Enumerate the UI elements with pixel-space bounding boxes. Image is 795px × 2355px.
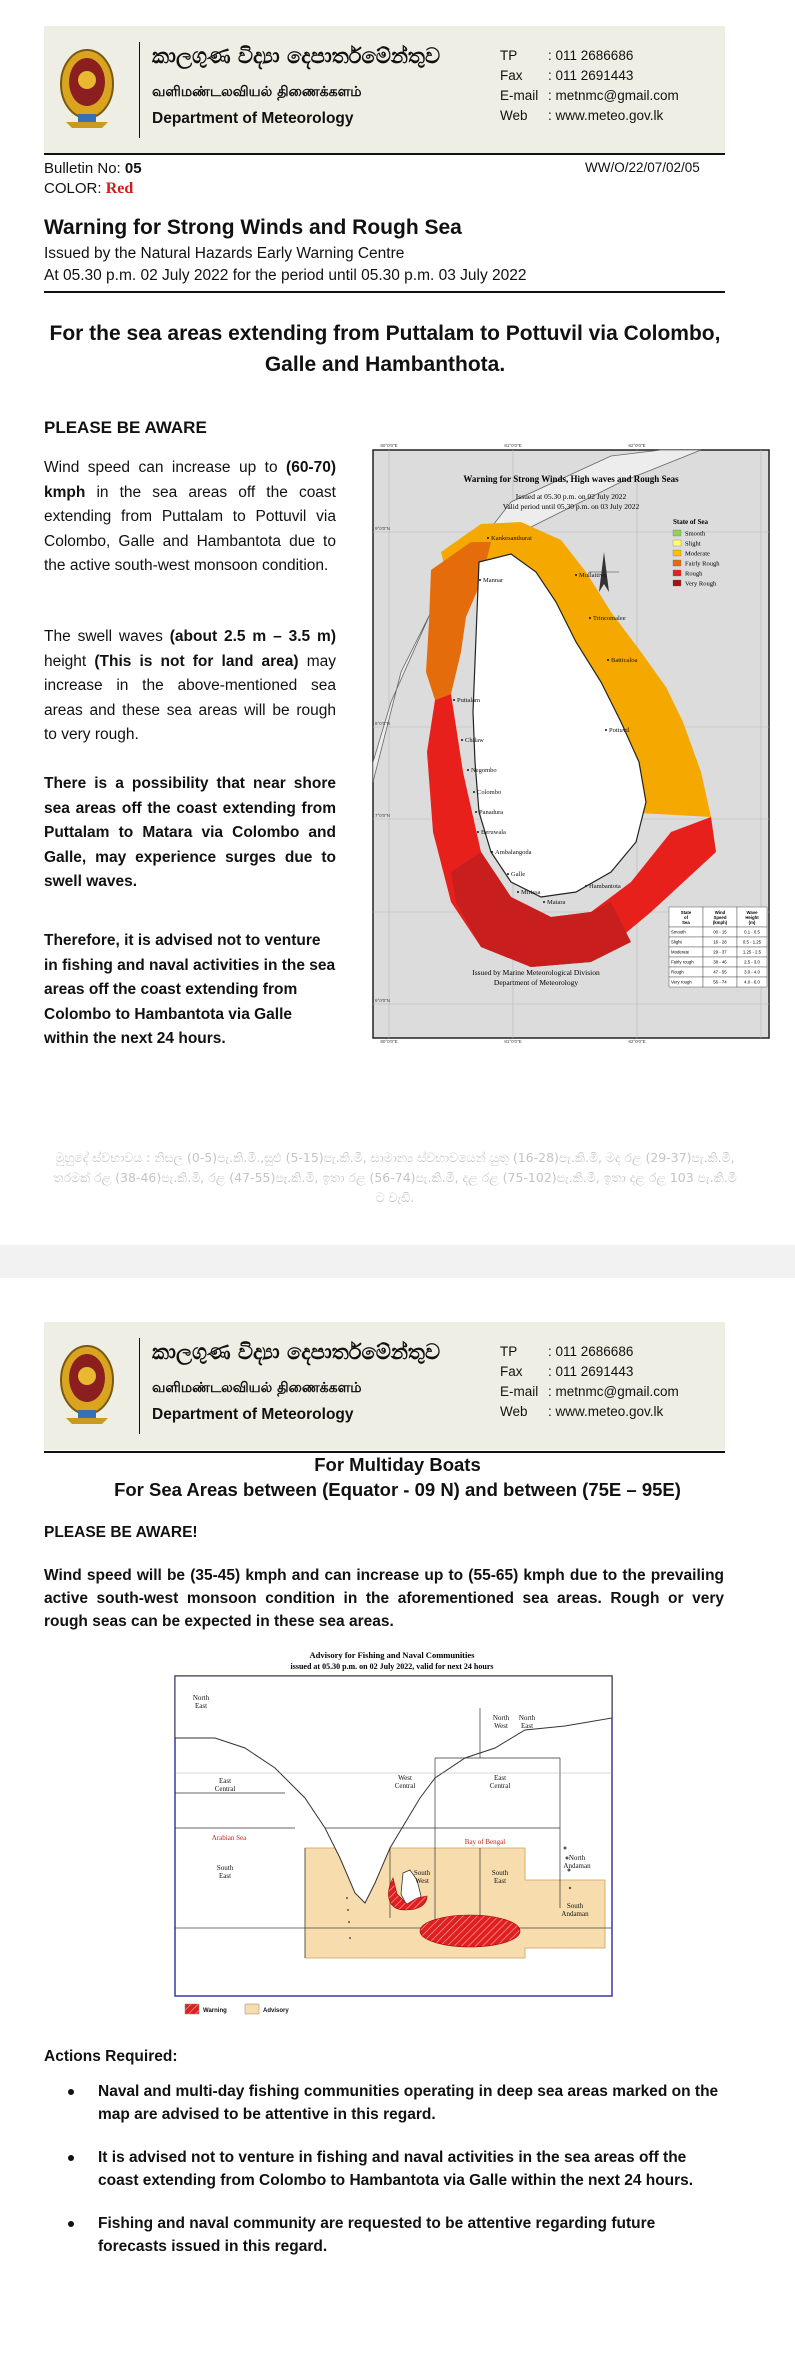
- legend-title: State of Sea: [673, 518, 708, 526]
- department-name-english: Department of Meteorology: [152, 1406, 354, 1423]
- multiday-area-heading: For Sea Areas between (Equator - 09 N) and between (75E – 95E): [114, 1479, 681, 1500]
- map-issued: Issued at 05.30 p.m. on 02 July 2022: [515, 492, 627, 501]
- place-marker: [453, 699, 455, 701]
- legend-label: Very Rough: [685, 580, 717, 588]
- faded-sinhala-footnote: මුහුදේ ස්වභාවය : නිසල (0-5)පැ.කි.මී.,සුළු (5-15)පැ.කි.මී, සාමාන්‍ය ස්වභාවයෙන් යුතු (16-28)පැ.කි.මී, මද රළ (29-37)පැ.කි.මී, තරමක් රළ (38-46)පැ.කි.මී, රළ (47-55)පැ.කි.මී, ඉතා රළ (56-74)පැ.කි.මී, දළ රළ (75-102)පැ.කි.මී, ඉතා දළ රළ 103 පැ.කි.මී ට වැඩි.: [53, 1150, 737, 1205]
- table-header: Height: [745, 915, 759, 920]
- place-label: Pottuvil: [609, 727, 630, 734]
- contact-key: TP: [500, 48, 518, 63]
- place-marker: [585, 885, 587, 887]
- multiday-aware: PLEASE BE AWARE!: [44, 1524, 198, 1541]
- legend-swatch: [673, 530, 681, 536]
- legend-label: Slight: [685, 540, 701, 548]
- map-issuer: Issued by Marine Meteorological Division: [472, 968, 600, 977]
- table-cell: Fairly rough: [671, 959, 694, 965]
- table-cell: Moderate: [671, 949, 690, 955]
- wave-height-value: (about 2.5 m – 3.5 m): [169, 628, 336, 645]
- place-marker: [517, 891, 519, 893]
- map-issuer-dept: Department of Meteorology: [493, 978, 579, 987]
- table-header: Speed: [713, 915, 727, 920]
- action-item: [64, 2212, 726, 2258]
- place-marker: [477, 831, 479, 833]
- text: in the sea areas off the coast extending from Puttalam to Pottuvil via Colombo, Galle and Hambantota due to the active south-west monsoon condition.: [44, 483, 336, 574]
- place-marker: [487, 537, 489, 539]
- legend-swatch: [673, 580, 681, 586]
- table-cell: 0.1 - 0.5: [744, 929, 760, 935]
- table-header: (m): [748, 920, 756, 925]
- header-rule: [44, 153, 725, 155]
- department-name-tamil: வளிமண்டலவியல் திணைக்களம்: [152, 84, 362, 100]
- bullet-icon: [68, 2089, 74, 2095]
- table-cell: 38 - 46: [713, 959, 727, 965]
- sri-lanka-emblem-icon: [58, 44, 116, 130]
- region-label: Central: [214, 1785, 236, 1793]
- website-link[interactable]: : www.meteo.gov.lk: [548, 1404, 664, 1419]
- region-label: South: [216, 1864, 234, 1872]
- legend-swatch: [245, 2004, 259, 2014]
- place-marker: [589, 617, 591, 619]
- place-label: Puttalam: [457, 697, 481, 704]
- bullet-icon: [68, 2221, 74, 2227]
- lon-tick: 82°0'0"E: [628, 1039, 646, 1044]
- place-label: Kankesanthurai: [491, 535, 532, 542]
- text: The swell waves: [44, 628, 170, 645]
- bulletin-page-2: [0, 1278, 795, 2355]
- department-name-sinhala: කාලගුණ විද්‍යා දෙපාර්තමේන්තුව: [152, 44, 441, 68]
- region-label: Bay of Bengal: [464, 1838, 506, 1846]
- place-label: Galle: [511, 871, 526, 878]
- header-divider: [139, 1338, 140, 1434]
- lat-tick: 7°0'0"N: [375, 813, 391, 818]
- table-cell: 56 - 74: [713, 979, 727, 985]
- please-be-aware: PLEASE BE AWARE: [44, 418, 207, 437]
- place-label: Trincomalee: [593, 615, 626, 622]
- legend-swatch: [673, 560, 681, 566]
- place-label: Matara: [547, 899, 566, 906]
- region-label: West: [494, 1722, 508, 1730]
- table-cell: 1.25 - 2.5: [742, 949, 762, 955]
- bulletin-color-label: COLOR:: [44, 180, 102, 197]
- legend-label: Smooth: [685, 530, 706, 538]
- table-cell: Smooth: [671, 929, 686, 935]
- lat-tick: 8°0'0"N: [375, 721, 391, 726]
- legend-label: Advisory: [263, 2008, 289, 2014]
- land-note: (This is not for land area): [94, 652, 299, 670]
- multiday-heading: For Multiday Boats: [314, 1454, 481, 1475]
- advisory-map-title: Advisory for Fishing and Naval Communities: [309, 1650, 475, 1660]
- place-marker: [491, 851, 493, 853]
- region-label: South: [413, 1869, 431, 1877]
- contact-key: Fax: [500, 68, 523, 83]
- email-link[interactable]: : metnmc@gmail.com: [548, 88, 679, 103]
- table-header: Sea: [682, 920, 690, 925]
- place-label: Negombo: [471, 767, 497, 774]
- place-marker: [479, 579, 481, 581]
- region-label: West: [398, 1774, 412, 1782]
- region-label: North: [518, 1714, 536, 1722]
- map-title: Warning for Strong Winds, High waves and Rough Seas: [463, 474, 679, 484]
- legend-label: Rough: [685, 570, 703, 578]
- lon-tick: 81°0'0"E: [504, 1039, 522, 1044]
- advisory-map-subtitle: issued at 05.30 p.m. on 02 July 2022, valid for next 24 hours: [290, 1662, 494, 1671]
- wind-speed-paragraph: [44, 456, 336, 579]
- legend-label: Fairly Rough: [685, 560, 720, 568]
- table-cell: Very rough: [671, 979, 692, 985]
- department-header-2: [44, 1322, 725, 1450]
- region-label: Central: [394, 1782, 416, 1790]
- place-marker: [475, 811, 477, 813]
- legend-label: Warning: [203, 2008, 227, 2014]
- place-marker: [543, 901, 545, 903]
- table-header: Wave: [746, 910, 758, 915]
- action-item: [64, 2080, 726, 2126]
- place-label: Mullaitivu: [579, 572, 607, 579]
- lon-tick: 81°0'0"E: [504, 443, 522, 448]
- warning-zone-offshore: [420, 1915, 520, 1947]
- legend-swatch: [673, 570, 681, 576]
- place-label: Ambalangoda: [495, 849, 532, 856]
- legend-swatch: [673, 550, 681, 556]
- region-label: East: [218, 1872, 232, 1880]
- region-label: Andaman: [561, 1910, 589, 1918]
- text: may increase in the above-mentioned sea areas and these sea areas will be rough to very rough.: [44, 652, 336, 743]
- table-cell: Slight: [671, 939, 682, 945]
- email-link[interactable]: : metnmc@gmail.com: [548, 1384, 679, 1399]
- contact-block: [500, 1342, 679, 1422]
- lat-tick: 9°0'0"N: [375, 526, 391, 531]
- region-label: North: [568, 1854, 586, 1862]
- contact-key: Fax: [500, 1364, 523, 1379]
- legend-swatch: [673, 540, 681, 546]
- place-marker: [461, 739, 463, 741]
- lat-tick: 6°0'0"N: [375, 998, 391, 1003]
- title-rule: [44, 291, 725, 293]
- table-cell: 2.5 - 3.0: [744, 959, 760, 965]
- contact-key: E-mail: [500, 88, 539, 103]
- place-marker: [575, 574, 577, 576]
- region-label: North: [192, 1694, 210, 1702]
- fishing-advisory-map: [165, 1648, 620, 2018]
- table-cell: 00 - 15: [713, 929, 727, 935]
- surge-paragraph: There is a possibility that near shore sea areas off the coast extending from Puttalam to Matara via Colombo and Galle, may experience surges due to swell waves.: [44, 775, 336, 890]
- bullet-icon: [68, 2155, 74, 2161]
- region-label: South: [491, 1869, 509, 1877]
- action-item: [64, 2146, 726, 2192]
- header-divider: [139, 42, 140, 138]
- warning-title: Warning for Strong Winds and Rough Sea: [44, 216, 462, 239]
- place-label: Panadura: [479, 809, 504, 816]
- legend-swatch: [185, 2004, 199, 2014]
- region-label: North: [492, 1714, 510, 1722]
- fax-number: : 011 2691443: [548, 68, 634, 83]
- bulletin-number-label: Bulletin No:: [44, 160, 121, 177]
- swell-paragraph: [44, 625, 336, 748]
- phone-number: : 011 2686686: [548, 48, 634, 63]
- table-header: (kmph): [712, 920, 728, 925]
- department-name-sinhala: කාලගුණ විද්‍යා දෙපාර්තමේන්තුව: [152, 1340, 441, 1364]
- bulletin-code: WW/O/22/07/02/05: [585, 160, 700, 175]
- actions-list: [64, 2080, 726, 2278]
- place-label: Chilaw: [465, 737, 484, 744]
- table-header: of: [683, 915, 689, 920]
- region-label: Arabian Sea: [211, 1834, 247, 1842]
- text: height: [44, 652, 95, 670]
- action-text: Fishing and naval community are requested to be attentive regarding future forecasts issued in this regard.: [98, 2215, 656, 2255]
- region-label: Central: [489, 1782, 511, 1790]
- bulletin-color-value: Red: [105, 180, 134, 197]
- legend-label: Moderate: [685, 550, 710, 558]
- actions-title: Actions Required:: [44, 2048, 178, 2065]
- fax-number: : 011 2691443: [548, 1364, 634, 1379]
- region-label: East: [520, 1722, 534, 1730]
- contact-key: Web: [500, 1404, 528, 1419]
- contact-key: TP: [500, 1344, 518, 1359]
- region-label: East: [493, 1774, 507, 1782]
- place-label: Colombo: [477, 789, 502, 796]
- lon-tick: 82°0'0"E: [628, 443, 646, 448]
- lon-tick: 80°0'0"E: [380, 1039, 398, 1044]
- place-marker: [467, 769, 469, 771]
- place-label: Batticaloa: [611, 657, 638, 664]
- advice-paragraph: Therefore, it is advised not to venture in fishing and naval activities in the sea areas off the coast extending from Colombo to Hambantota via Galle within the next 24 hours.: [44, 932, 336, 1047]
- table-header: State: [680, 910, 692, 915]
- sri-lanka-emblem-icon: [58, 1340, 116, 1426]
- action-text: Naval and multi-day fishing communities operating in deep sea areas marked on the map are advised to be attentive in this regard.: [98, 2083, 719, 2123]
- sea-state-map: [371, 442, 771, 1044]
- region-label: East: [194, 1702, 208, 1710]
- place-marker: [607, 659, 609, 661]
- place-label: Beruwala: [481, 829, 506, 836]
- place-label: Mirissa: [521, 889, 541, 896]
- table-header: Wind: [714, 910, 726, 915]
- region-heading: For the sea areas extending from Puttalam to Pottuvil via Colombo, Galle and Hambanthota.: [49, 322, 721, 376]
- warning-period: At 05.30 p.m. 02 July 2022 for the period until 05.30 p.m. 03 July 2022: [44, 267, 527, 284]
- bulletin-number-value: 05: [124, 160, 142, 177]
- map-valid: Valid period until 05.30 p.m. on 03 July 2022: [502, 502, 640, 511]
- phone-number: : 011 2686686: [548, 1344, 634, 1359]
- place-marker: [473, 791, 475, 793]
- table-cell: 4.0 - 6.0: [744, 979, 760, 985]
- region-label: South: [566, 1902, 584, 1910]
- bulletin-number: [44, 160, 142, 177]
- table-cell: Rough: [671, 969, 684, 975]
- place-marker: [605, 729, 607, 731]
- lon-tick: 80°0'0"E: [380, 443, 398, 448]
- table-cell: 3.0 - 4.0: [744, 969, 760, 975]
- bulletin-color: [44, 180, 133, 198]
- department-name-tamil: வளிமண்டலவியல் திணைக்களம்: [152, 1380, 362, 1396]
- region-label: Andaman: [563, 1862, 591, 1870]
- place-label: Mannar: [483, 577, 504, 584]
- table-cell: 47 - 55: [713, 969, 727, 975]
- header-rule: [44, 1451, 725, 1453]
- place-marker: [507, 873, 509, 875]
- contact-key: Web: [500, 108, 528, 123]
- department-header: [44, 26, 725, 154]
- table-cell: 0.5 - 1.25: [742, 939, 762, 945]
- table-cell: 29 - 37: [713, 949, 727, 955]
- website-link[interactable]: : www.meteo.gov.lk: [548, 108, 664, 123]
- region-label: East: [218, 1777, 232, 1785]
- multiday-wind-text: Wind speed will be (35-45) kmph and can increase up to (55-65) kmph due to the prevailing active south-west monsoon condition in the aforementioned sea areas. Rough or very rough seas can be expected in these sea areas.: [44, 1567, 724, 1630]
- place-label: Hambantota: [589, 883, 621, 890]
- table-cell: 16 - 28: [713, 939, 727, 945]
- region-label: West: [415, 1877, 429, 1885]
- issued-by: Issued by the Natural Hazards Early Warning Centre: [44, 245, 405, 262]
- wind-speed-value: (60-70) kmph: [44, 459, 336, 501]
- contact-key: E-mail: [500, 1384, 539, 1399]
- region-label: East: [493, 1877, 507, 1885]
- department-name-english: Department of Meteorology: [152, 110, 354, 127]
- contact-block: [500, 46, 679, 126]
- text: Wind speed can increase up to: [44, 459, 287, 476]
- sea-state-table: [669, 907, 767, 987]
- action-text: It is advised not to venture in fishing and naval activities in the sea areas off the coast extending from Colombo to Hambantota via Galle within the next 24 hours.: [98, 2149, 694, 2189]
